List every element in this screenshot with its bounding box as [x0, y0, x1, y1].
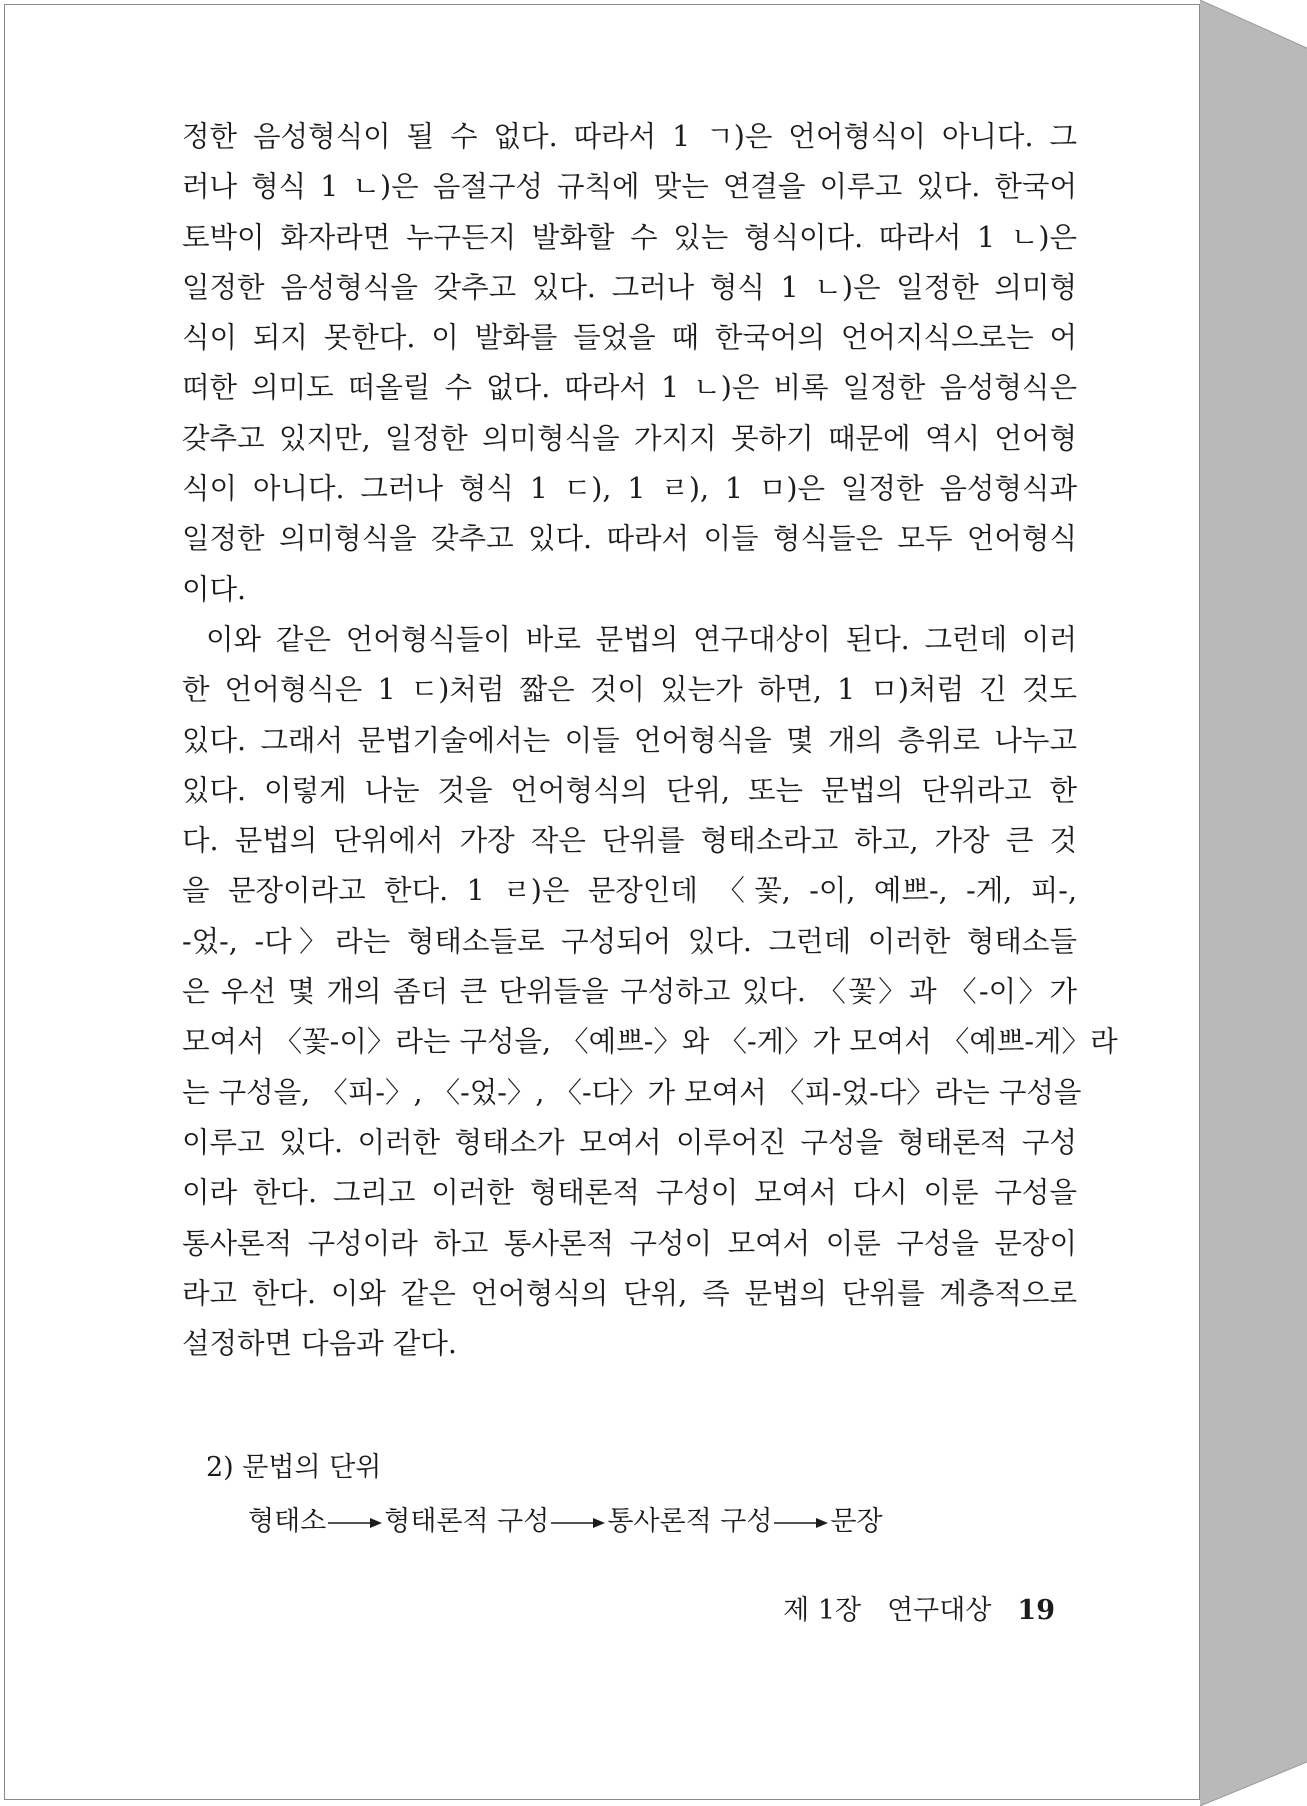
book-page-edge: [1200, 0, 1307, 1806]
text-line: 이다.: [182, 572, 247, 606]
text-line: 일정한 의미형식을 갖추고 있다. 따라서 이들 형식들은 모두 언어형식: [182, 522, 1077, 556]
text-line: 있다. 그래서 문법기술에서는 이들 언어형식을 몇 개의 층위로 나누고: [182, 723, 1077, 757]
body-text: [182, 112, 1118, 1369]
chapter-label: 제 1장: [783, 1595, 862, 1626]
chapter-title: 연구대상: [887, 1595, 992, 1626]
figure-label: 2) 문법의 단위: [206, 1452, 382, 1483]
text-line: 토박이 화자라면 누구든지 발화할 수 있는 형식이다. 따라서 1 ㄴ)은: [182, 220, 1077, 254]
text-line: 러나 형식 1 ㄴ)은 음절구성 규칙에 맞는 연결을 이루고 있다. 한국어: [182, 170, 1077, 204]
text-line: 식이 아니다. 그러나 형식 1 ㄷ), 1 ㄹ), 1 ㅁ)은 일정한 음성형식과: [182, 472, 1077, 506]
text-line: 라고 한다. 이와 같은 언어형식의 단위, 즉 문법의 단위를 계층적으로: [182, 1276, 1077, 1310]
page-footer: [783, 1588, 1055, 1627]
unit-term: 문장: [830, 1506, 883, 1537]
right-arrow-icon: [549, 1513, 607, 1533]
text-line: 갖추고 있지만, 일정한 의미형식을 가지지 못하기 때문에 역시 언어형: [182, 421, 1077, 455]
grammar-unit-figure: [206, 1446, 883, 1544]
text-line: 모여서 〈꽃-이〉라는 구성을, 〈예쁘-〉와 〈-게〉가 모여서 〈예쁘-게〉라: [182, 1025, 1118, 1059]
text-line: 이라 한다. 그리고 이러한 형태론적 구성이 모여서 다시 이룬 구성을: [182, 1176, 1077, 1210]
unit-hierarchy-chain: [248, 1500, 883, 1544]
text-line: 은 우선 몇 개의 좀더 큰 단위들을 구성하고 있다. 〈꽃〉과 〈-이〉가: [182, 975, 1077, 1009]
unit-term: 형태론적 구성: [384, 1506, 550, 1537]
text-line: 떠한 의미도 떠올릴 수 없다. 따라서 1 ㄴ)은 비록 일정한 음성형식은: [182, 371, 1077, 405]
right-arrow-icon: [326, 1513, 384, 1533]
text-line: 있다. 이렇게 나눈 것을 언어형식의 단위, 또는 문법의 단위라고 한: [182, 773, 1077, 807]
page-number: 19: [1017, 1595, 1055, 1626]
text-line: 일정한 음성형식을 갖추고 있다. 그러나 형식 1 ㄴ)은 일정한 의미형: [182, 270, 1077, 304]
text-line: 통사론적 구성이라 하고 통사론적 구성이 모여서 이룬 구성을 문장이: [182, 1226, 1077, 1260]
unit-term: 형태소: [248, 1506, 327, 1537]
unit-term: 통사론적 구성: [607, 1506, 773, 1537]
text-line: 을 문장이라고 한다. 1 ㄹ)은 문장인데 〈꽃, -이, 예쁘-, -게, 피-,: [182, 874, 1077, 908]
right-arrow-icon: [772, 1513, 830, 1533]
text-line: 는 구성을, 〈피-〉, 〈-었-〉, 〈-다〉가 모여서 〈피-었-다〉라는 구성을: [182, 1075, 1082, 1109]
text-line: 이와 같은 언어형식들이 바로 문법의 연구대상이 된다. 그런데 이러: [206, 622, 1077, 656]
text-line: 이루고 있다. 이러한 형태소가 모여서 이루어진 구성을 형태론적 구성: [182, 1125, 1077, 1159]
text-line: 한 언어형식은 1 ㄷ)처럼 짧은 것이 있는가 하면, 1 ㅁ)처럼 긴 것도: [182, 673, 1077, 707]
text-line: 설정하면 다음과 같다.: [182, 1327, 457, 1361]
text-line: 식이 되지 못한다. 이 발화를 들었을 때 한국어의 언어지식으로는 어: [182, 321, 1077, 355]
text-line: -었-, -다〉라는 형태소들로 구성되어 있다. 그런데 이러한 형태소들: [182, 924, 1077, 958]
text-line: 정한 음성형식이 될 수 없다. 따라서 1 ㄱ)은 언어형식이 아니다. 그: [182, 120, 1077, 153]
text-line: 다. 문법의 단위에서 가장 작은 단위를 형태소라고 하고, 가장 큰 것: [182, 824, 1077, 858]
